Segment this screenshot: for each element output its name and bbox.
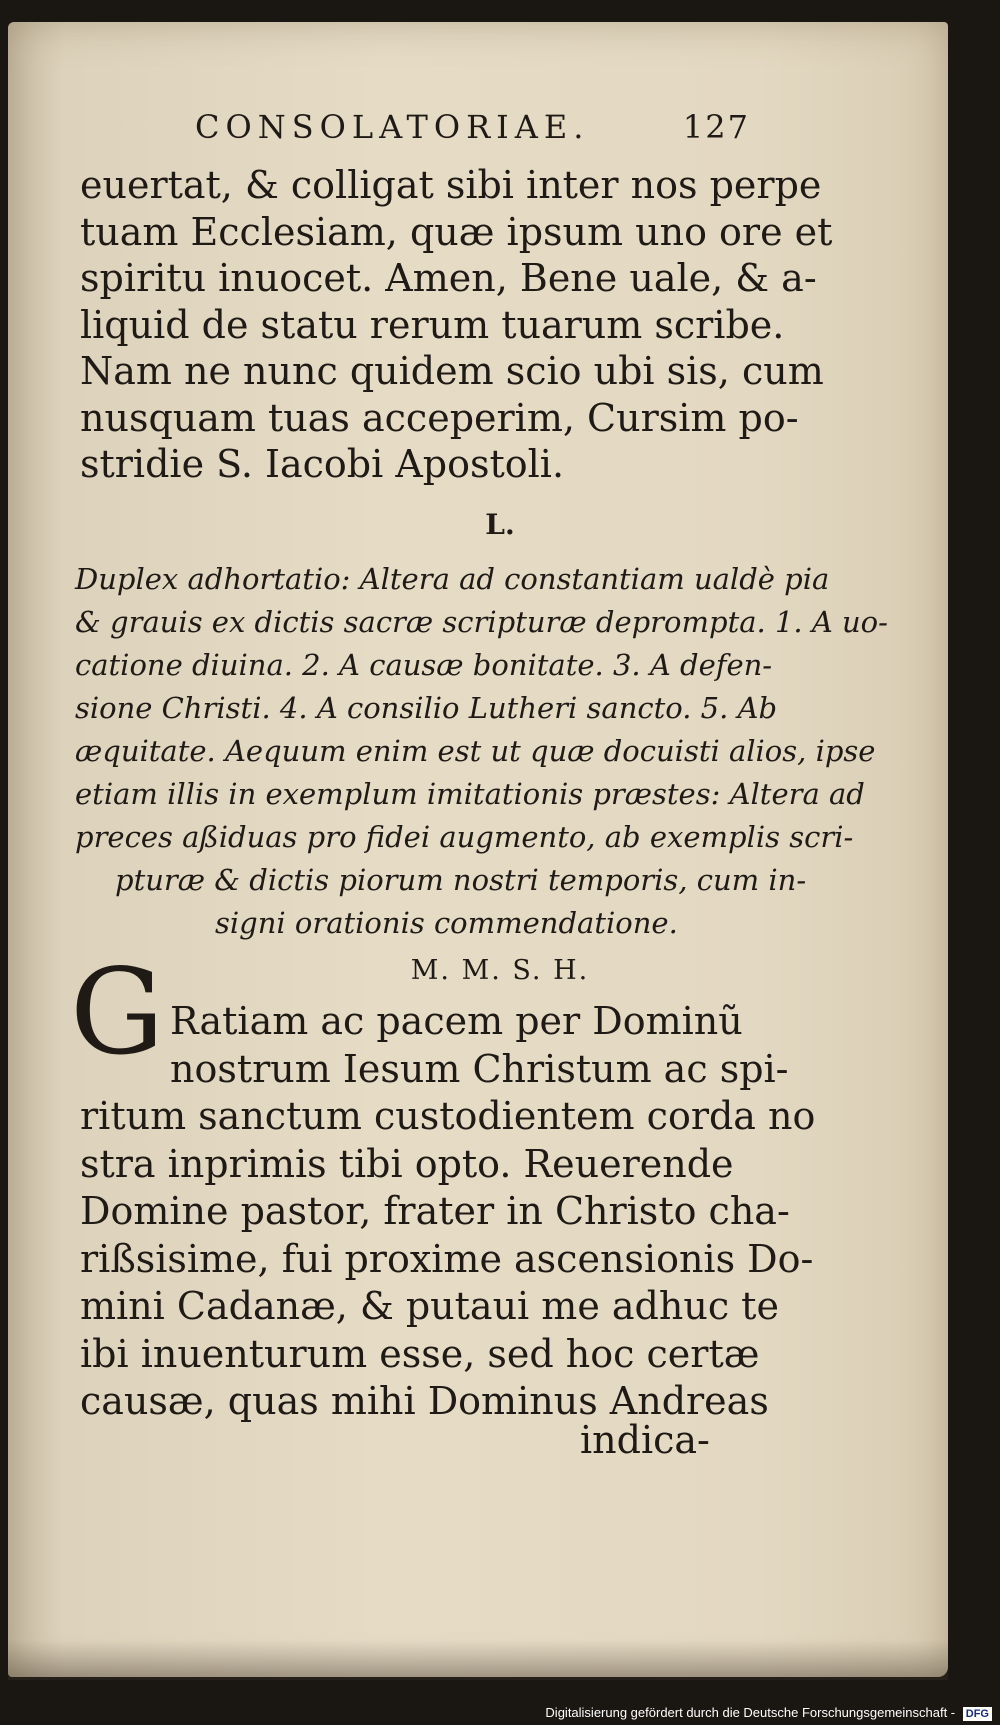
body-text-letter	[80, 998, 816, 1426]
text-line: causæ, quas mihi Dominus Andreas	[80, 1379, 769, 1423]
summary-line: catione diuina. 2. A causæ bonitate. 3. A defen-	[75, 648, 773, 682]
digitization-footer	[545, 1705, 992, 1721]
text-line: rißsisime, fui proxime ascensionis Do-	[80, 1236, 814, 1281]
body-text-top	[80, 162, 833, 488]
page-number: 127	[682, 108, 750, 146]
catchword: indica-	[580, 1418, 710, 1462]
dfg-logo: DFG	[963, 1707, 992, 1721]
summary-line: & grauis ex dictis sacræ scripturæ deprompta. 1. A uo-	[75, 605, 888, 639]
text-line: ibi inuenturum esse, sed hoc certæ	[80, 1331, 760, 1376]
text-line: stra inprimis tibi opto. Reuerende	[80, 1141, 734, 1186]
summary-line: pturæ & dictis piorum nostri temporis, cum in-	[115, 863, 807, 897]
footer-credit: Digitalisierung gefördert durch die Deutsche Forschungsgemeinschaft -	[545, 1705, 956, 1720]
text-line: mini Cadanæ, & putaui me adhuc te	[80, 1284, 779, 1328]
summary-line: etiam illis in exemplum imitationis præstes: Altera ad	[75, 777, 865, 811]
text-line: nusquam tuas acceperim, Cursim po-	[80, 395, 799, 440]
summary-line: Duplex adhortatio: Altera ad constantiam ualdè pia	[75, 562, 830, 596]
summary-line: sione Christi. 4. A consilio Lutheri sancto. 5. Ab	[75, 691, 778, 725]
text-line: stridie S. Iacobi Apostoli.	[80, 442, 565, 486]
text-line: Nam ne nunc quidem scio ubi sis, cum	[80, 349, 824, 393]
drop-cap: G	[70, 943, 165, 1081]
running-header	[195, 108, 795, 152]
text-line: Ratiam ac pacem per Dominũ	[170, 999, 743, 1043]
text-line: euertat, & colligat sibi inter nos perpe	[80, 163, 822, 207]
text-line: liquid de statu rerum tuarum scribe.	[80, 302, 785, 347]
text-line: spiritu inuocet. Amen, Bene uale, & a-	[80, 256, 817, 300]
page-bottom-edge	[8, 1640, 948, 1680]
summary-line: æquitate. Aequum enim est ut quæ docuisti alios, ipse	[75, 734, 876, 768]
text-line: ritum sanctum custodientem corda no	[80, 1094, 816, 1138]
running-title: CONSOLATORIAE.	[195, 108, 590, 146]
section-number: L.	[485, 508, 515, 541]
text-line: tuam Ecclesiam, quæ ipsum uno ore et	[80, 209, 833, 254]
summary-line: signi orationis commendatione.	[215, 906, 678, 940]
addressee-line: M. M. S. H.	[410, 955, 590, 986]
text-line: nostrum Iesum Christum ac spi-	[170, 1046, 789, 1091]
letter-summary	[75, 558, 888, 945]
summary-line: preces aßiduas pro fidei augmento, ab exemplis scri-	[75, 820, 854, 854]
text-line: Domine pastor, frater in Christo cha-	[80, 1189, 790, 1233]
